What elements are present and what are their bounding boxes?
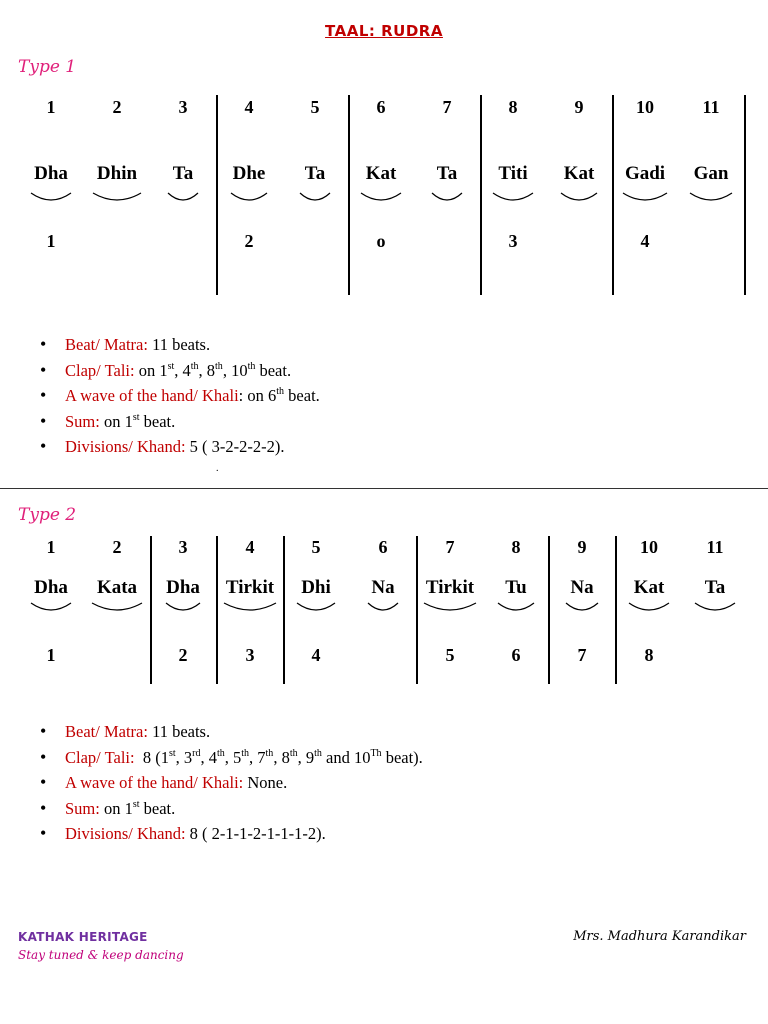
type1-beat-item: • Beat/ Matra: 11 beats. [40,332,320,358]
t2-beat-number: 8 [511,537,521,557]
t2-tali-mark: 8 [644,645,654,665]
t1-division-line [480,95,482,295]
t2-bol-arc [164,601,202,613]
type2-div-item: • Divisions/ Khand: 8 ( 2-1-1-2-1-1-1-2). [40,821,423,847]
footer-brand: KATHAK HERITAGE [18,930,148,944]
t2-beat-number: 5 [311,537,321,557]
type1-label: Type 1 [18,57,77,77]
type1-clap-value: on 1st, 4th, 8th, 10th beat. [138,360,292,380]
type2-label: Type 2 [18,505,77,525]
t1-beat-number: 3 [178,97,188,117]
t2-bol: Kat [633,577,665,598]
type2-info-list [40,719,423,847]
t1-beat-number: 6 [376,97,386,117]
t1-bol-arc [359,191,403,203]
type1-wave-value: : on 6th beat. [238,386,320,405]
t1-bol-arc [559,191,599,203]
t2-bol-arc [295,601,337,613]
t1-beat-number: 8 [508,97,518,117]
t1-bol-arc [229,191,269,203]
t2-tali-mark: 7 [577,645,587,665]
t2-bol: Na [371,577,395,598]
t1-tali-mark: o [376,231,386,251]
t1-bol: Titi [498,163,528,184]
t2-bol-arc [366,601,400,613]
type1-info-list [40,332,320,460]
t1-division-line [216,95,218,295]
type1-div-item: • Divisions/ Khand: 5 ( 3-2-2-2-2). [40,434,320,460]
t1-bol-arc [298,191,332,203]
t1-bol-arc [91,191,143,203]
t2-tali-mark: 5 [445,645,455,665]
t1-tali-mark: 1 [46,231,56,251]
t1-bol: Dha [34,163,68,184]
t1-beat-number: 1 [46,97,56,117]
t2-bol: Kata [96,577,138,598]
t2-beat-number: 6 [378,537,388,557]
t2-beat-number: 2 [112,537,122,557]
t2-beat-number: 9 [577,537,587,557]
t2-beat-number: 11 [706,537,724,557]
t1-bol-arc [621,191,669,203]
t2-bol-arc [564,601,600,613]
t1-bol: Ta [436,163,458,184]
type2-sum-value: on 1st beat. [103,798,176,818]
t1-division-line [612,95,614,295]
t2-bol-arc [496,601,536,613]
t1-bol: Kat [563,163,595,184]
t2-bol-arc [693,601,737,613]
t2-tali-mark: 4 [311,645,321,665]
t2-division-line [615,536,617,684]
type2-wave-item: • A wave of the hand/ Khali: None. [40,770,423,796]
t1-bol-arc [166,191,200,203]
section-divider [0,488,768,489]
t2-tali-mark: 2 [178,645,188,665]
t2-bol: Na [570,577,594,598]
t1-beat-number: 9 [574,97,584,117]
type1-clap-item: • Clap/ Tali: on 1st, 4th, 8th, 10th beat. [40,358,320,384]
t2-beat-number: 4 [245,537,255,557]
stray-dot: . [216,463,219,474]
type1-wave-item: • A wave of the hand/ Khali: on 6th beat. [40,383,320,409]
t1-beat-number: 7 [442,97,452,117]
t1-tali-mark: 3 [508,231,518,251]
t1-beat-number: 4 [244,97,254,117]
t2-beat-number: 1 [46,537,56,557]
t2-division-line [548,536,550,684]
t1-beat-number: 11 [702,97,720,117]
t1-tali-mark: 2 [244,231,254,251]
t1-bol: Gan [693,163,729,184]
t2-division-line [150,536,152,684]
t2-bol: Dhi [301,577,331,598]
t2-division-line [416,536,418,684]
type1-sum-item: • Sum: on 1st beat. [40,409,320,435]
t2-beat-number: 3 [178,537,188,557]
t1-beat-number: 10 [636,97,654,117]
type2-sum-item: • Sum: on 1st beat. [40,796,423,822]
t2-beat-number: 10 [640,537,658,557]
page-title: TAAL: RUDRA [325,22,443,40]
t1-beat-number: 2 [112,97,122,117]
footer-tagline: Stay tuned & keep dancing [18,948,184,962]
t1-bol-arc [430,191,464,203]
t1-beat-number: 5 [310,97,320,117]
t2-tali-mark: 3 [245,645,255,665]
t2-bol-arc [222,601,278,613]
t1-bol-arc [688,191,734,203]
t1-bol-arc [491,191,535,203]
t1-bol: Gadi [624,163,666,184]
t2-division-line [283,536,285,684]
type2-clap-value: 8 (1st, 3rd, 4th, 5th, 7th, 8th, 9th and 10Th beat). [142,747,423,767]
t1-bol: Dhe [232,163,266,184]
t2-bol: Tirkit [225,577,275,598]
t1-bol: Ta [304,163,326,184]
type2-clap-item: • Clap/ Tali: 8 (1st, 3rd, 4th, 5th, 7th, 8th, 9th and 10Th beat). [40,745,423,771]
t2-bol-arc [627,601,671,613]
t2-bol: Dha [166,577,200,598]
t1-bol: Ta [172,163,194,184]
t1-bol: Kat [365,163,397,184]
t1-division-line [348,95,350,295]
t1-division-line [744,95,746,295]
t2-bol: Ta [704,577,726,598]
t2-bol: Dha [34,577,68,598]
type1-sum-value: on 1st beat. [103,411,176,431]
t2-tali-mark: 6 [511,645,521,665]
type2-beat-item: • Beat/ Matra: 11 beats. [40,719,423,745]
footer-brand-block [18,930,184,962]
t2-bol: Tu [505,577,527,598]
t2-bol-arc [422,601,478,613]
t2-tali-mark: 1 [46,645,56,665]
t2-beat-number: 7 [445,537,455,557]
t2-bol-arc [29,601,73,613]
t2-bol-arc [90,601,144,613]
t1-tali-mark: 4 [640,231,650,251]
t1-bol: Dhin [96,163,138,184]
t2-division-line [216,536,218,684]
t1-bol-arc [29,191,73,203]
footer-author: Mrs. Madhura Karandikar [573,929,746,944]
t2-bol: Tirkit [425,577,475,598]
